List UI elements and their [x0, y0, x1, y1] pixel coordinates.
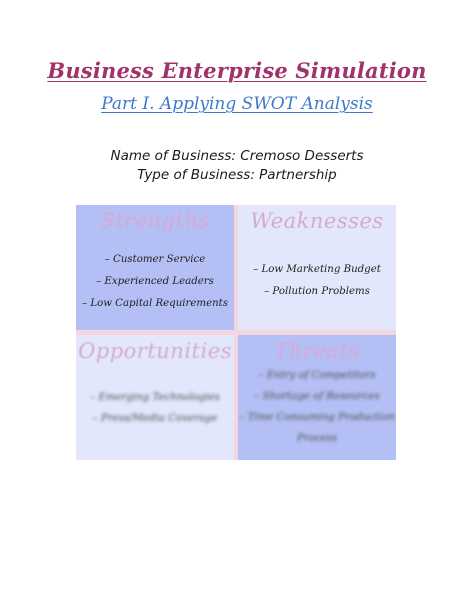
threats-list [238, 365, 396, 449]
list-item: Process [296, 433, 338, 444]
threats-quadrant [238, 335, 396, 460]
horizontal-divider [76, 330, 396, 335]
strengths-quadrant [76, 205, 234, 330]
weaknesses-list [238, 259, 396, 303]
list-item: – Customer Service [104, 254, 206, 265]
list-item: – Low Capital Requirements [81, 298, 228, 309]
list-item: – Press/Media Coverage [92, 413, 218, 424]
document-subtitle: Part I. Applying SWOT Analysis [101, 94, 373, 114]
business-name: Name of Business: Cremoso Desserts [110, 148, 364, 164]
list-item: – Shortage of Resources [254, 391, 380, 402]
document-title: Business Enterprise Simulation [47, 58, 427, 83]
business-type: Type of Business: Partnership [137, 167, 337, 183]
strengths-heading: Strengths [100, 209, 210, 233]
weaknesses-heading: Weaknesses [250, 209, 384, 233]
weaknesses-quadrant [238, 205, 396, 330]
list-item: – Time Consuming Production [239, 412, 395, 423]
list-item: – Experienced Leaders [96, 276, 214, 287]
strengths-list [76, 249, 234, 315]
list-item: – Low Marketing Budget [253, 264, 381, 275]
list-item: – Pollution Problems [264, 286, 370, 297]
list-item: – Emerging Technologies [90, 392, 220, 403]
threats-heading: Threats [274, 339, 360, 363]
opportunities-list [76, 387, 234, 429]
opportunities-heading: Opportunities [78, 339, 232, 363]
list-item: – Entry of Competitors [258, 370, 376, 381]
opportunities-quadrant [76, 335, 234, 460]
swot-grid [76, 205, 396, 460]
